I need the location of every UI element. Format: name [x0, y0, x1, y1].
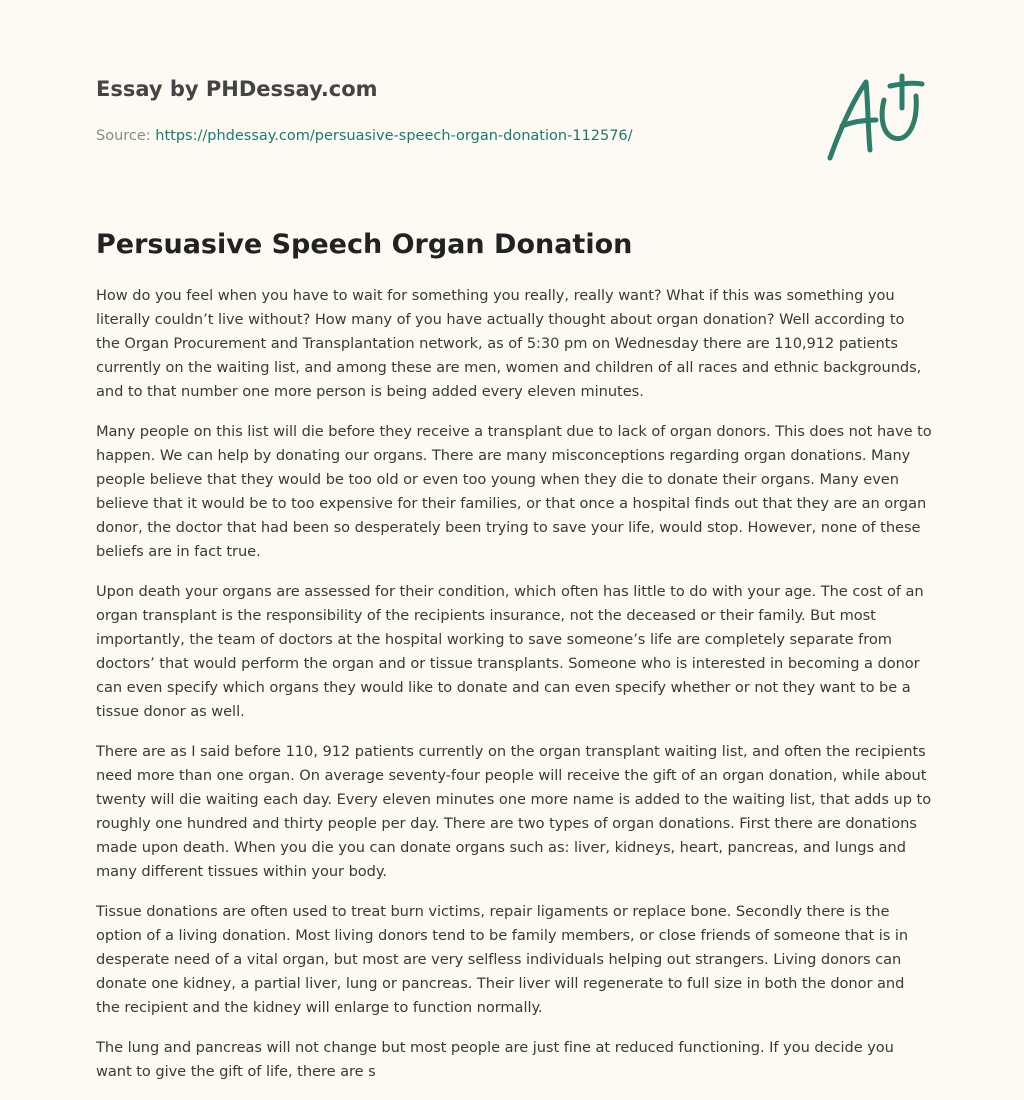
essay-body — [96, 284, 932, 1100]
essay-paragraph: Tissue donations are often used to treat burn victims, repair ligaments or replace bone. Secondly there is the option of a living donation. Most living donors tend to be family members, or close friends of someone that is in desperate need of a vital organ, but most are very selfless individuals helping out strangers. Living donors can donate one kidney, a partial liver, lung or pancreas. Their liver will regenerate to full size in both the donor and the recipient and the kidney will enlarge to function normally. — [96, 903, 909, 1016]
essay-paragraph: How do you feel when you have to wait for something you really, really want? What if this was something you literally couldn’t live without? How many of you have actually thought about organ donation? Well according to the Organ Procurement and Transplantation network, as of 5:30 pm on Wednesday there are 110,912 patients currently on the waiting list, and among these are men, women and children of all races and ethnic backgrounds, and to that number one more person is being added every eleven minutes. — [96, 287, 922, 400]
essay-paragraph: Upon death your organs are assessed for their condition, which often has little to do with your age. The cost of an organ transplant is the responsibility of the recipients insurance, not the deceased or their family. But most importantly, the team of doctors at the hospital working to save someone’s life are completely separate from doctors’ that would perform the organ and or tissue transplants. Someone who is interested in becoming a donor can even specify which organs they would like to donate and can even specify whether or not they want to be a tissue donor as well. — [96, 583, 924, 720]
source-line — [96, 126, 796, 146]
site-title: Essay by PHDessay.com — [96, 77, 378, 101]
essay-header — [96, 74, 796, 146]
essay-paragraph: Many people on this list will die before they receive a transplant due to lack of organ donors. This does not have to happen. We can help by donating our organs. There are many misconceptions regarding organ donations. Many people believe that they would be too old or even too young when they die to donate their organs. Many even believe that it would be to too expensive for their families, or that once a hospital finds out that they are an organ donor, the doctor that had been so desperately been trying to save your life, would stop. However, none of these beliefs are in fact true. — [96, 423, 932, 560]
essay-paragraph: There are as I said before 110, 912 patients currently on the organ transplant waiting list, and often the recipients need more than one organ. On average seventy-four people will receive the gift of an organ donation, while about twenty will die waiting each day. Every eleven minutes one more name is added to the waiting list, that adds up to roughly one hundred and thirty people per day. There are two types of organ donations. First there are donations made upon death. When you die you can donate organs such as: liver, kidneys, heart, pancreas, and lungs and many different tissues within your body. — [96, 743, 932, 880]
source-label: Source: — [96, 128, 151, 144]
source-link[interactable]: https://phdessay.com/persuasive-speech-organ-donation-112576/ — [155, 128, 633, 144]
essay-paragraph: The lung and pancreas will not change but most people are just fine at reduced functioning. If you decide you want to give the gift of life, there are s — [96, 1039, 894, 1080]
a-plus-logo-icon — [818, 64, 934, 168]
essay-title: Persuasive Speech Organ Donation — [96, 229, 633, 260]
